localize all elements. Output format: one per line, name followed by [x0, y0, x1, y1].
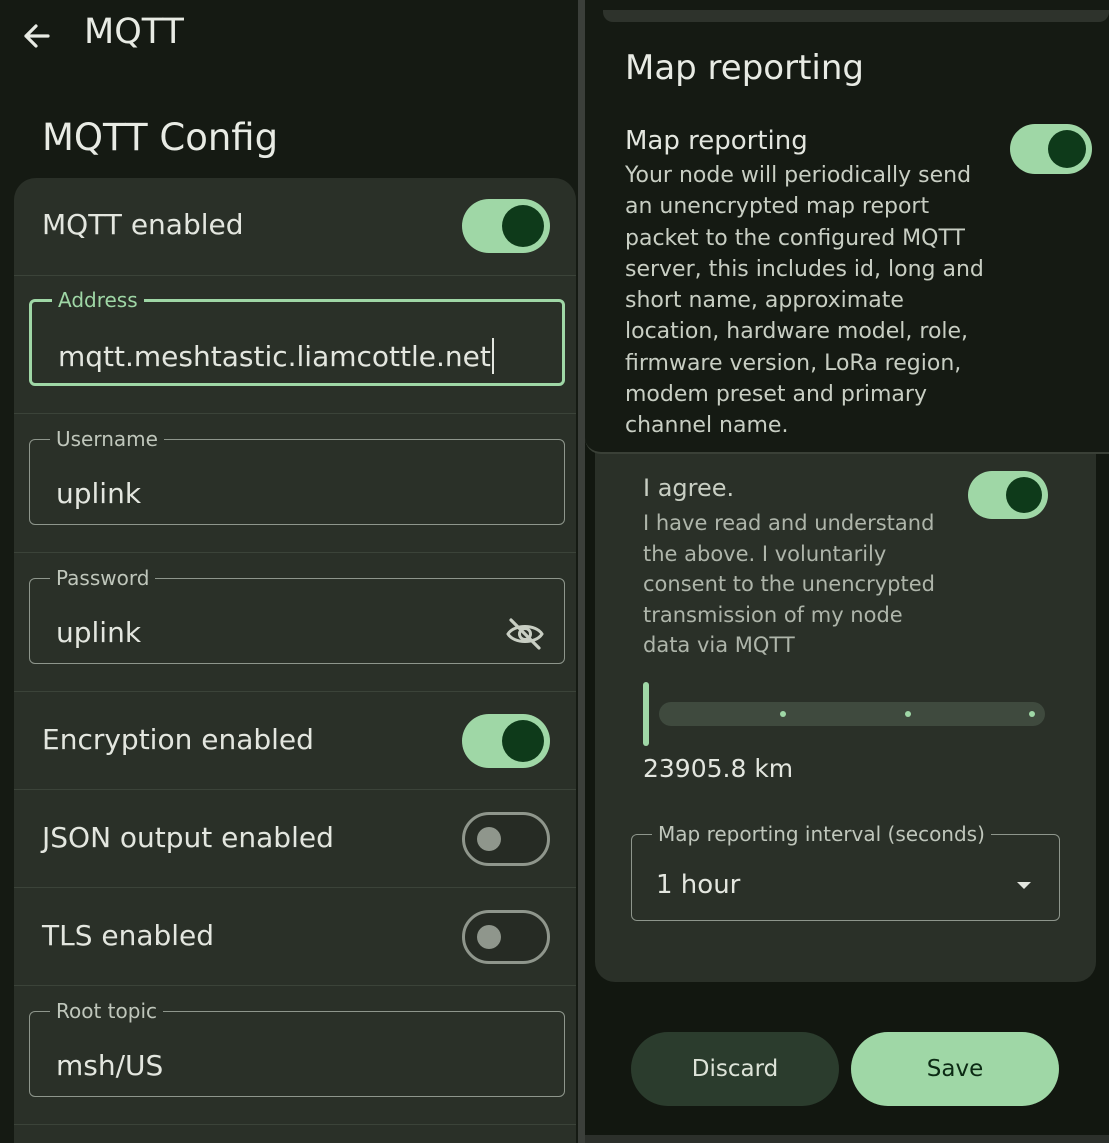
encryption-enabled-switch[interactable] — [462, 714, 550, 768]
slider-tick — [780, 711, 786, 717]
switch-thumb — [502, 205, 544, 247]
switch-thumb — [502, 720, 544, 762]
bottom-edge — [585, 1135, 1109, 1143]
slider-tick — [905, 711, 911, 717]
agree-description: I have read and understand the above. I voluntarily consent to the unencrypted transmission of my node data via MQTT — [643, 511, 935, 657]
interval-dropdown[interactable] — [631, 824, 1060, 921]
map-reporting-screen — [585, 0, 1109, 1143]
precision-slider-track[interactable] — [659, 702, 1045, 726]
switch-thumb — [477, 827, 501, 851]
password-field-label: Password — [56, 566, 150, 590]
switch-thumb — [477, 925, 501, 949]
divider — [14, 789, 576, 790]
agree-switch[interactable] — [968, 471, 1048, 519]
dropdown-arrow-icon — [1017, 882, 1031, 889]
map-reporting-sheet — [585, 0, 1109, 454]
divider — [14, 1124, 576, 1125]
map-reporting-title: Map reporting — [625, 48, 864, 88]
map-reporting-switch[interactable] — [1010, 124, 1092, 174]
divider — [14, 985, 576, 986]
divider — [14, 275, 576, 276]
interval-dropdown-label: Map reporting interval (seconds) — [658, 822, 985, 846]
visibility-off-icon[interactable] — [504, 616, 546, 652]
switch-thumb — [1006, 477, 1042, 513]
password-field[interactable] — [29, 568, 565, 664]
save-button[interactable]: Save — [851, 1032, 1059, 1106]
discard-button[interactable]: Discard — [631, 1032, 839, 1106]
divider — [14, 552, 576, 553]
split-screen-divider[interactable] — [578, 0, 585, 1143]
agree-label: I agree. — [643, 474, 735, 502]
divider — [14, 887, 576, 888]
back-arrow-icon[interactable] — [18, 16, 58, 56]
root-topic-field[interactable] — [29, 1001, 565, 1097]
tls-enabled-switch[interactable] — [462, 910, 550, 964]
username-field-label: Username — [56, 427, 158, 451]
screen-title: MQTT — [84, 12, 184, 52]
tls-enabled-label: TLS enabled — [42, 919, 215, 952]
precision-slider-handle[interactable] — [643, 682, 649, 746]
root-topic-value: msh/US — [56, 1049, 164, 1082]
username-field[interactable] — [29, 429, 565, 525]
precision-value: 23905.8 km — [643, 754, 794, 783]
mqtt-enabled-label: MQTT enabled — [42, 208, 244, 241]
sheet-edge — [603, 10, 1109, 22]
text-caret — [492, 338, 494, 374]
divider — [14, 413, 576, 414]
password-value: uplink — [56, 616, 142, 649]
slider-tick — [1029, 711, 1035, 717]
switch-thumb — [1048, 130, 1086, 168]
json-output-switch[interactable] — [462, 812, 550, 866]
address-field-label: Address — [58, 288, 138, 312]
address-value: mqtt.meshtastic.liamcottle.net — [58, 338, 494, 374]
section-title: MQTT Config — [42, 116, 279, 159]
interval-value: 1 hour — [656, 870, 741, 900]
address-field[interactable] — [29, 290, 565, 386]
divider — [14, 691, 576, 692]
mqtt-enabled-switch[interactable] — [462, 199, 550, 253]
json-output-label: JSON output enabled — [42, 821, 334, 854]
root-topic-field-label: Root topic — [56, 999, 157, 1023]
encryption-enabled-label: Encryption enabled — [42, 723, 314, 756]
map-reporting-toggle-label: Map reporting — [625, 126, 808, 156]
map-reporting-description: Your node will periodically send an unencrypted map report packet to the configured MQTT server, this includes id, long and short name, approximate location, hardware model, role, firmware version, LoRa region, modem preset and primary channel name. — [625, 163, 984, 439]
username-value: uplink — [56, 477, 142, 510]
